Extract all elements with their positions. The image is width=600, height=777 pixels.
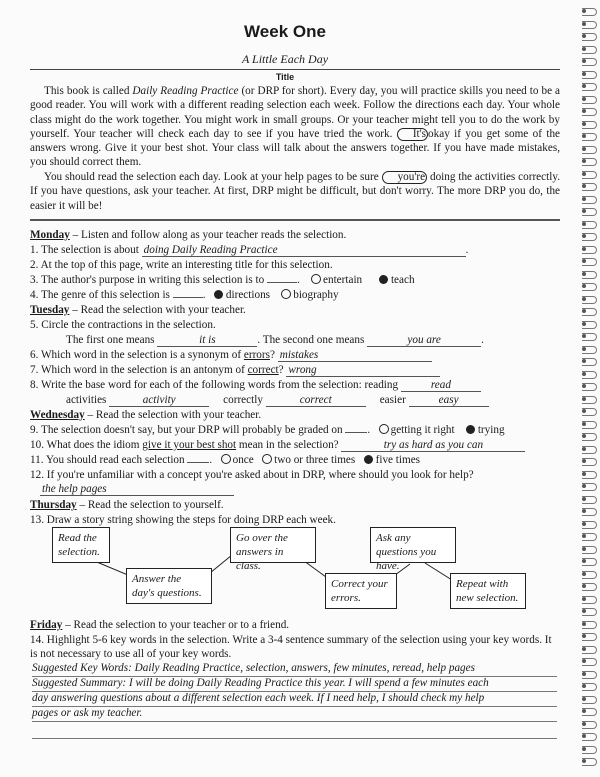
question-11: 11. You should read each selection . once two or three times five times (30, 454, 421, 466)
option-label: directions (225, 289, 271, 301)
question-1: 1. The selection is about doing Daily Reading Practice . (30, 244, 469, 256)
question-text: 1. The selection is about (30, 244, 139, 256)
circled-contraction: you're (382, 171, 428, 184)
option-label: five times (375, 454, 421, 466)
intro-text: doing the activities correctly. If you have questions, ask your teacher. At first, DRP might be difficult, but don't worry. The more DRP you do, the easier it will be! (30, 171, 560, 212)
day-label: Friday (30, 619, 63, 631)
question-7: 7. Which word in the selection is an antonym of correct? wrong (30, 364, 565, 377)
connector-line (210, 555, 232, 573)
story-step-box (126, 568, 212, 604)
question-text: 9. The selection doesn't say, but your DRP will probably be graded on (30, 424, 343, 436)
question-text: The first one means (66, 334, 155, 346)
answer-field[interactable]: read (401, 379, 481, 392)
intro-text: (or DRP for short). Every day, you will practice skills you need to be a good reader. You will work with a different reading selection each week. Follow the directions each day. Your whole class might do the work together. You might work in small groups. Or your teacher might tell you to do the work by yourself. Your teacher will check each day to see if you have tried the work. (30, 85, 560, 140)
option-label: teach (390, 274, 415, 286)
idiom: give it your best shot (142, 439, 237, 451)
question-4: 4. The genre of this selection is . directions biography (30, 289, 339, 301)
option-label: getting it right (390, 424, 455, 436)
friday-heading (30, 619, 565, 631)
option-label: two or three times (274, 454, 356, 466)
summary-line-empty[interactable] (32, 724, 557, 739)
answer-field[interactable]: easy (409, 394, 489, 407)
page-title: Week One (244, 22, 326, 41)
question-3: 3. The author's purpose in writing this selection is to . entertain teach (30, 274, 415, 286)
story-step-box (450, 573, 526, 609)
connector-line (425, 563, 452, 580)
story-step-box (230, 527, 316, 572)
day-label: Wednesday (30, 409, 85, 421)
question-6: 6. Which word in the selection is a synonym of errors? mistakes (30, 349, 565, 362)
question-text: 8. Write the base word for each of the following words from the selection: reading (30, 379, 399, 391)
question-text: 4. The genre of this selection is (30, 289, 170, 301)
book-name: Daily Reading Practice (132, 85, 239, 97)
option-label: trying (477, 424, 505, 436)
question-9: 9. The selection doesn't say, but your DRP will probably be graded on . getting it right trying (30, 424, 505, 436)
question-14: 14. Highlight 5-6 key words in the selection. Write a 3-4 sentence summary of the selection using your key words. It is not necessary to use all of your key words. (30, 634, 552, 660)
day-label: Monday (30, 229, 70, 241)
intro-text: okay if you get some of the answers wrong. Give it your best shot. Your class will talk about the answers together. If you have made mistakes, you should correct them. (30, 127, 560, 169)
subtitle: A Little Each Day (241, 52, 329, 66)
answer-field[interactable]: doing Daily Reading Practice (142, 244, 466, 257)
option-label: once (232, 454, 254, 466)
question-13: 13. Draw a story string showing the steps for doing DRP each week. (30, 514, 336, 526)
key-word: errors (243, 349, 270, 361)
summary-line[interactable]: pages or ask my teacher. (32, 707, 557, 722)
circled-contraction: It's (397, 128, 428, 141)
question-2: 2. At the top of this page, write an interesting title for this selection. (30, 259, 333, 271)
question-12: 12. If you're unfamiliar with a concept you're asked about in DRP, where should you look for help? (30, 469, 474, 481)
day-instruction: – Listen and follow along as your teacher reads the selection. (69, 229, 347, 241)
question-text: mean in the selection? (236, 439, 339, 451)
answer-field[interactable]: wrong (286, 364, 440, 377)
story-step-box (325, 573, 397, 609)
answer-field[interactable]: it is (157, 334, 257, 347)
day-label: Thursday (30, 499, 77, 511)
step-text: Read the selection. (58, 532, 100, 558)
summary-line[interactable]: day answering questions about a different selection each week. If I need help, I should check my help (32, 692, 557, 707)
story-step-box (52, 527, 110, 563)
step-text: Go over the answers in class. (236, 532, 288, 572)
question-5-answers: The first one means it is . The second one means you are . (66, 334, 484, 346)
intro-text: This book is called (44, 85, 133, 97)
question-text: . The second one means (257, 334, 365, 346)
option-label: biography (293, 289, 339, 301)
summary-line[interactable]: Suggested Summary: I will be doing Daily Reading Practice this year. I will spend a few minutes each (32, 677, 557, 692)
story-step-box (370, 527, 456, 572)
step-text: Correct your errors. (331, 578, 388, 604)
answer-field[interactable]: mistakes (278, 349, 432, 362)
question-text: easier (379, 394, 406, 406)
day-instruction: – Read the selection to yourself. (76, 499, 224, 511)
summary-line[interactable]: Suggested Key Words: Daily Reading Practice, selection, answers, few minutes, reread, help pages (32, 662, 557, 677)
step-text: Repeat with new selection. (456, 578, 519, 604)
question-text: correctly (223, 394, 263, 406)
question-text: 6. Which word in the selection is a synonym of (30, 349, 244, 361)
day-instruction: – Read the selection with your teacher. (69, 304, 246, 316)
step-text: Ask any questions you have. (376, 532, 437, 572)
question-text: 7. Which word in the selection is an antonym of (30, 364, 248, 376)
question-5: 5. Circle the contractions in the selection. (30, 319, 216, 331)
answer-field[interactable]: the help pages (40, 483, 234, 496)
day-instruction: – Read the selection with your teacher. (84, 409, 262, 421)
question-text: activities (66, 394, 107, 406)
title-label: Title (275, 72, 295, 82)
option-label: entertain (323, 274, 363, 286)
day-instruction: – Read the selection to your teacher or to a friend. (62, 619, 290, 631)
question-text: 11. You should read each selection (30, 454, 185, 466)
step-text: Answer the day's questions. (132, 573, 202, 599)
day-label: Tuesday (30, 304, 70, 316)
answer-field[interactable]: you are (367, 334, 481, 347)
answer-field[interactable]: activity (109, 394, 209, 407)
answer-field[interactable]: correct (266, 394, 366, 407)
answer-field[interactable]: try as hard as you can (341, 439, 525, 452)
key-word: correct (247, 364, 279, 376)
intro-text: You should read the selection each day. Look at your help pages to be sure (44, 171, 382, 183)
question-text: 3. The author's purpose in writing this selection is to (30, 274, 265, 286)
question-text: 10. What does the idiom (30, 439, 143, 451)
